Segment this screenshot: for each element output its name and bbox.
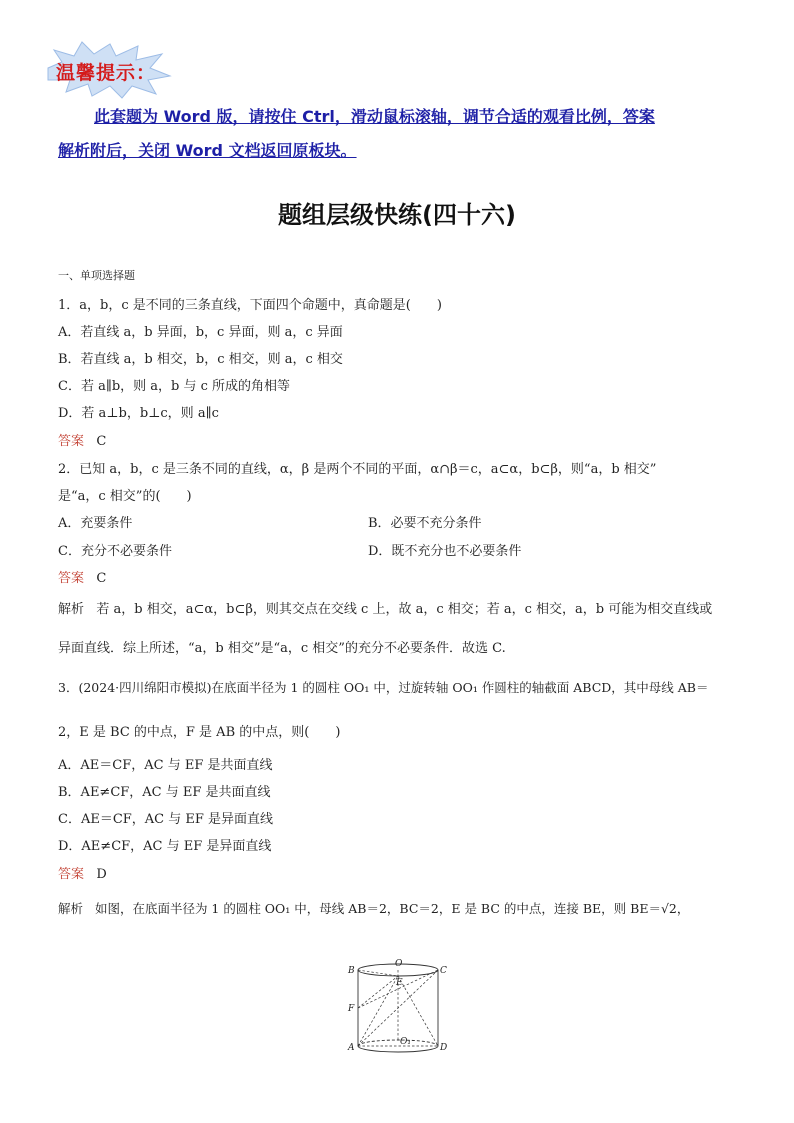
notice-line-1: 此套题为 Word 版，请按住 Ctrl，滑动鼠标滚轴，调节合适的观看比例，答案 <box>94 107 655 126</box>
q2-option-c: C．充分不必要条件 <box>58 544 172 559</box>
explanation-text: 若 a，b 相交，a⊂α，b⊂β，则其交点在交线 c 上，故 a，c 相交；若 a，c 相交，a，b 可能为相交直线或 <box>96 602 713 617</box>
q2-option-a: A．充要条件 <box>58 516 133 531</box>
q3-stem-line-1: 3．(2024·四川绵阳市模拟)在底面半径为 1 的圆柱 OO₁ 中，过旋转轴 OO₁ 作圆柱的轴截面 ABCD，其中母线 AB＝ <box>58 680 709 695</box>
answer-value: C <box>96 434 107 449</box>
label-o: O <box>395 959 403 969</box>
q3-answer <box>58 863 107 882</box>
label-f: F <box>348 1004 355 1014</box>
label-d: D <box>440 1043 448 1053</box>
answer-label: 答案 <box>58 571 85 586</box>
label-o1: O₁ <box>400 1037 411 1047</box>
explanation-text: 如图，在底面半径为 1 的圆柱 OO₁ 中，母线 AB＝2，BC＝2，E 是 BC 的中点，连接 BE，则 BE＝√2， <box>94 901 690 916</box>
bottom-ellipse-front <box>358 1046 438 1052</box>
q1-option-c: C．若 a∥b，则 a，b 与 c 所成的角相等 <box>58 379 291 394</box>
q1-option-b: B．若直线 a，b 相交，b，c 相交，则 a，c 相交 <box>58 352 343 367</box>
q1-option-d: D．若 a⊥b，b⊥c，则 a∥c <box>58 406 219 421</box>
page-title: 题组层级快练(四十六) <box>278 201 516 229</box>
q2-option-b: B．必要不充分条件 <box>368 516 482 531</box>
label-b: B <box>348 966 355 976</box>
q1-option-a: A．若直线 a，b 异面，b，c 异面，则 a，c 异面 <box>58 325 343 340</box>
q3-explanation-line-1 <box>58 899 689 917</box>
q3-option-a: A．AE＝CF，AC 与 EF 是共面直线 <box>58 758 273 773</box>
q1-answer <box>58 430 106 449</box>
q3-option-d: D．AE≠CF，AC 与 EF 是异面直线 <box>58 839 272 854</box>
explanation-label: 解析 <box>58 602 85 617</box>
answer-label: 答案 <box>58 434 85 449</box>
q2-stem-line-1: 2．已知 a，b，c 是三条不同的直线，α，β 是两个不同的平面，α∩β＝c，a⊂α，b⊂β，则“a，b 相交” <box>58 462 657 477</box>
q3-stem-line-2: 2，E 是 BC 的中点，F 是 AB 的中点，则( ) <box>58 725 341 740</box>
q2-explanation-line-2: 异面直线．综上所述，“a，b 相交”是“a，c 相交”的充分不必要条件．故选 C. <box>58 641 506 656</box>
answer-label: 答案 <box>58 867 85 882</box>
q1-stem: 1．a，b，c 是不同的三条直线，下面四个命题中，真命题是( ) <box>58 298 442 313</box>
section-heading: 一、单项选择题 <box>58 269 135 282</box>
q2-stem-line-2: 是“a，c 相交”的( ) <box>58 489 192 504</box>
answer-value: C <box>96 571 107 586</box>
notice-line-2: 解析附后，关闭 Word 文档返回原板块。 <box>58 141 357 160</box>
notice-text <box>58 100 738 168</box>
label-a: A <box>348 1043 355 1053</box>
cylinder-figure <box>340 958 450 1058</box>
q3-option-b: B．AE≠CF，AC 与 EF 是共面直线 <box>58 785 271 800</box>
label-e: E <box>396 978 403 988</box>
answer-value: D <box>96 867 107 882</box>
q2-answer <box>58 567 106 586</box>
q2-explanation-line-1 <box>58 598 712 617</box>
explanation-label: 解析 <box>58 901 84 916</box>
notice-badge-label: 温馨提示： <box>56 62 157 84</box>
q3-option-c: C．AE＝CF，AC 与 EF 是异面直线 <box>58 812 274 827</box>
label-c: C <box>440 966 447 976</box>
bottom-ellipse-back <box>358 1040 438 1046</box>
q2-option-d: D．既不充分也不必要条件 <box>368 544 522 559</box>
